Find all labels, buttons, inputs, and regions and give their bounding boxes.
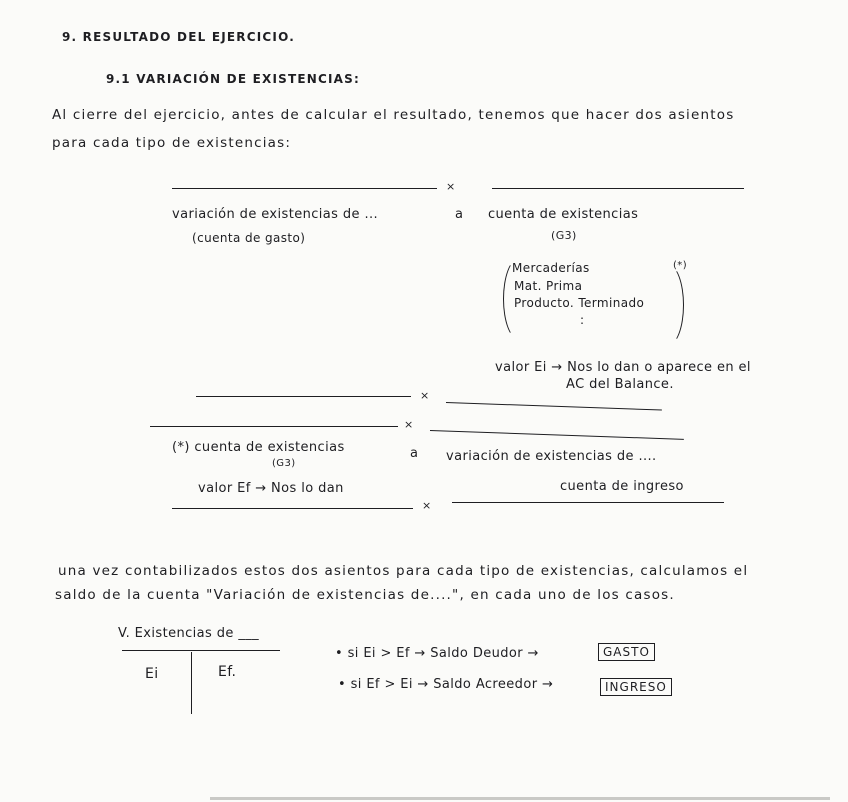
entry1-a: a	[455, 207, 464, 222]
conclusion-line-1: una vez contabilizados estos dos asientos para cada tipo de existencias, calculamos el	[58, 563, 749, 579]
list-item-ellipsis: :	[580, 313, 585, 327]
list-item-producto-terminado: Producto. Terminado	[514, 296, 645, 310]
entry1-credit-account: cuenta de existencias	[488, 207, 639, 222]
entry2-rule-a-right	[446, 402, 662, 411]
list-footnote-mark: (*)	[673, 260, 688, 271]
entry2-debit-value: valor Ef → Nos lo dan	[198, 481, 344, 496]
intro-line-1: Al cierre del ejercicio, antes de calcular el resultado, tenemos que hacer dos asientos	[52, 107, 735, 123]
t-account-top-rule	[122, 650, 280, 651]
entry2-debit-group: (G3)	[272, 458, 296, 469]
list-item-materia-prima: Mat. Prima	[514, 279, 583, 293]
entry1-debit-rule	[172, 188, 437, 189]
subsection-heading: 9.1 VARIACIÓN DE EXISTENCIAS:	[106, 72, 360, 86]
entry1-credit-group: (G3)	[551, 229, 577, 242]
rule-2-text: • si Ef > Ei → Saldo Acreedor →	[338, 677, 554, 692]
entry1-x-mark: ×	[446, 180, 456, 193]
entry2-debit-account: (*) cuenta de existencias	[172, 440, 345, 455]
t-account-left: Ei	[145, 666, 159, 682]
entry1-credit-rule	[492, 188, 744, 189]
entry1-debit-account: variación de existencias de ...	[172, 207, 379, 222]
conclusion-line-2: saldo de la cuenta "Variación de existencias de....", en cada uno de los casos.	[55, 587, 675, 603]
entry1-note-line-1: valor Ei → Nos lo dan o aparece en el	[495, 360, 751, 375]
page-edge-shadow	[210, 797, 830, 800]
entry2-x-mark-3: ×	[422, 499, 432, 512]
t-account-divider	[191, 652, 192, 714]
entry2-x-mark-1: ×	[420, 389, 430, 402]
rule-1-text: • si Ei > Ef → Saldo Deudor →	[335, 646, 539, 661]
entry2-x-mark-2: ×	[404, 418, 414, 431]
entry1-note-line-2: AC del Balance.	[566, 377, 674, 392]
entry2-credit-account: variación de existencias de ....	[446, 449, 657, 464]
section-heading: 9. RESULTADO DEL EJERCICIO.	[62, 30, 295, 44]
entry2-rule-a-left	[196, 396, 411, 397]
entry2-rule-b-left	[150, 426, 398, 427]
rule-2-result-box: INGRESO	[600, 678, 672, 696]
entry2-a: a	[410, 446, 419, 461]
t-account-title: V. Existencias de ___	[118, 626, 260, 641]
entry2-credit-note: cuenta de ingreso	[560, 479, 684, 494]
rule-1-result-box: GASTO	[598, 643, 655, 661]
list-item-mercaderias: Mercaderías	[512, 261, 590, 275]
entry2-rule-c-right	[452, 502, 724, 503]
intro-line-2: para cada tipo de existencias:	[52, 135, 292, 151]
entry2-rule-b-right	[430, 430, 684, 440]
t-account-right: Ef.	[218, 664, 237, 680]
right-paren	[652, 264, 684, 346]
entry2-rule-c-left	[172, 508, 413, 509]
entry1-debit-note: (cuenta de gasto)	[192, 231, 306, 245]
